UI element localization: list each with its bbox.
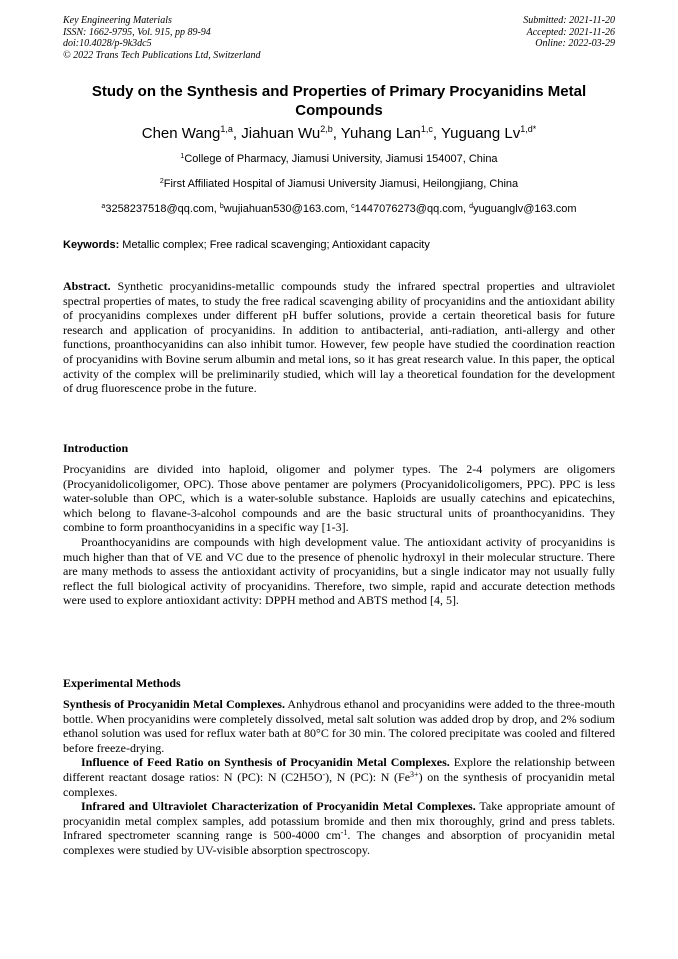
paragraph-synthesis bbox=[63, 697, 615, 755]
keywords-label: Keywords: bbox=[63, 239, 120, 251]
experimental-body bbox=[63, 697, 615, 858]
affiliation-2 bbox=[63, 178, 615, 191]
paragraph-text: . The changes and absorption of procyanidin metal complexes were studied by UV-visible absorption spectroscopy. bbox=[63, 828, 615, 857]
author-name: Jiahuan Wu bbox=[241, 125, 321, 142]
email-link[interactable]: 1447076273@qq.com, bbox=[354, 203, 470, 215]
affiliation-1 bbox=[63, 153, 615, 166]
email-link[interactable]: 3258237518@qq.com, bbox=[105, 203, 220, 215]
email-mark: c bbox=[351, 203, 355, 210]
author-separator: , bbox=[432, 125, 441, 142]
dates-info bbox=[523, 15, 615, 50]
paragraph-text: ) on the synthesis of procyanidin metal complexes. bbox=[63, 769, 616, 799]
affiliation-mark: 2 bbox=[159, 178, 164, 185]
author-name: Chen Wang bbox=[141, 125, 221, 142]
author-list bbox=[63, 125, 615, 143]
accepted-date: Accepted: 2021-11-26 bbox=[526, 26, 615, 38]
author-affiliation-mark: 2,b bbox=[320, 124, 333, 134]
subheading-characterization: Infrared and Ultraviolet Characterization of Procyanidin Metal Complexes. bbox=[81, 799, 476, 814]
submitted-date: Submitted: 2021-11-20 bbox=[523, 15, 615, 26]
superscript: -1 bbox=[340, 828, 348, 838]
abstract-label: Abstract. bbox=[63, 279, 111, 293]
paragraph-characterization bbox=[63, 799, 615, 857]
issn-line: ISSN: 1662-9795, Vol. 915, pp 89-94 bbox=[63, 26, 211, 38]
introduction-body bbox=[63, 462, 615, 608]
email-mark: d bbox=[469, 203, 474, 210]
copyright-line: © 2022 Trans Tech Publications Ltd, Switzerland bbox=[63, 49, 261, 61]
abstract-text: Synthetic procyanidins-metallic compounds study the infrared spectral properties and ultraviolet spectral properties of mates, to study the free radical scavenging ability of procyanidins and the antioxidant ability of procyanidins complexes under different pH buffer solutions, provide a certain theoretical basis for future research and application of procyanidins. In addition to antibacterial, anti-radiation, anti-allergy and other functions, proanthocyanidins can also inhibit tumor. However, few people have studied the coordination reaction of procyanidins with Bovine serum albumin and metal ions, so it has great research value. In this paper, the optical activity of the complex will be preliminarily studied, which will lay a theoretical foundation for the development of drug fluorescence probe in the future. bbox=[63, 279, 615, 396]
affiliation-text: First Affiliated Hospital of Jiamusi University Jiamusi, Heilongjiang, China bbox=[163, 178, 519, 190]
online-date: Online: 2022-03-29 bbox=[535, 38, 615, 49]
author-separator: , bbox=[232, 125, 242, 142]
keywords-text: Metallic complex; Free radical scavenging; Antioxidant capacity bbox=[119, 239, 430, 251]
paragraph-feed-ratio bbox=[63, 755, 615, 799]
paper-title: Study on the Synthesis and Properties of Primary Procyanidins Metal Compounds bbox=[91, 83, 587, 119]
affiliation-mark: 1 bbox=[180, 153, 185, 160]
subheading-feed-ratio: Influence of Feed Ratio on Synthesis of Procyanidin Metal Complexes. bbox=[81, 755, 450, 770]
author-emails bbox=[63, 203, 615, 216]
email-mark: b bbox=[219, 203, 224, 210]
author-separator: , bbox=[332, 125, 341, 142]
superscript: - bbox=[322, 769, 326, 779]
affiliation-text: College of Pharmacy, Jiamusi University, Jiamusi 154007, China bbox=[184, 153, 498, 165]
author-affiliation-mark: 1,d* bbox=[520, 124, 537, 134]
paragraph: Proanthocyanidins are compounds with high development value. The antioxidant activity of procyanidins is much higher than that of VE and VC due to the presence of phenolic hydroxyl in their molecular structure. There are many methods to assess the antioxidant activity of procyanidins, but a single indicator may not usually fully reflect the full biological activity of procyanidins. Therefore, two simple, rapid and accurate detection methods were used to explore antioxidant activity: DPPH method and ABTS method [4, 5]. bbox=[63, 534, 615, 608]
abstract bbox=[63, 279, 615, 396]
author-affiliation-mark: 1,c bbox=[420, 124, 433, 134]
email-mark: a bbox=[101, 203, 106, 210]
paragraph-text: ), N (PC): N (Fe bbox=[325, 769, 411, 784]
paragraph: Procyanidins are divided into haploid, oligomer and polymer types. The 2-4 polymers are oligomers (Procyanidolicoligomer, OPC). Those above pentamer are polymers (Procyanidolicoligomers, PPC). PPC is less water-soluble than OPC, which is a water-soluble substance. Haploids are usually catechins and epicatechins, which belong to flavane-3-alcohol compounds and are the basic structural units of proanthocyanidins. They combine to form proanthocyanidins in a specific way [1-3]. bbox=[63, 462, 615, 535]
journal-name: Key Engineering Materials bbox=[63, 15, 172, 26]
paragraph-text: Explore the relationship between different reactant dosage ratios: N (PC): N (C2H5O bbox=[63, 755, 615, 784]
author-affiliation-mark: 1,a bbox=[220, 124, 233, 134]
author-name: Yuguang Lv bbox=[440, 125, 521, 142]
doi-line: doi:10.4028/p-9k3dc5 bbox=[63, 38, 152, 49]
journal-info bbox=[63, 15, 261, 61]
author-name: Yuhang Lan bbox=[340, 125, 421, 142]
keywords bbox=[63, 239, 615, 252]
email-link[interactable]: yuguanglv@163.com bbox=[473, 203, 577, 215]
paragraph-text: Take appropriate amount of procyanidin metal complex samples, add potassium bromide and then mix thoroughly, grind and press tablets. Infrared spectrometer scanning range is 500-4000 cm bbox=[63, 799, 615, 843]
section-heading-experimental: Experimental Methods bbox=[63, 676, 181, 690]
email-link[interactable]: wujiahuan530@163.com, bbox=[223, 203, 352, 215]
section-heading-introduction: Introduction bbox=[63, 441, 129, 455]
paragraph-text: Anhydrous ethanol and procyanidins were added to the three-mouth bottle. When procyanidins were completely dissolved, metal salt solution was added drop by drop, and 2% sodium ethanol solution was used for reflux water bath at 80°C for 30 min. The colored precipitate was cooled and filtered before freeze-drying. bbox=[63, 697, 615, 755]
subheading-synthesis: Synthesis of Procyanidin Metal Complexes. bbox=[63, 697, 285, 711]
superscript: 3+ bbox=[410, 769, 419, 779]
